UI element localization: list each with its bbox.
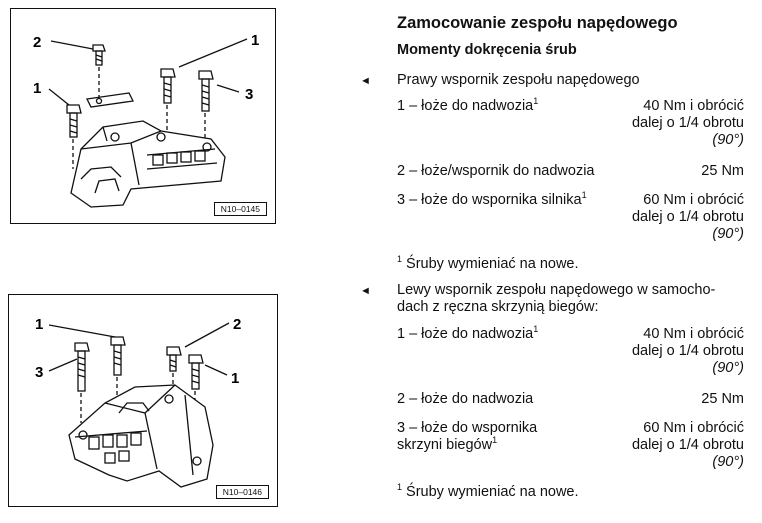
angle-value: (90°) [712,226,744,242]
angle-value: (90°) [712,132,744,148]
torque-value [632,326,744,377]
figure-reference: N10–0145 [214,202,267,216]
value-line: 25 Nm [701,391,744,407]
footnote-mark: 1 [397,254,403,265]
footnote-ref: 1 [492,435,498,446]
torque-value [632,420,744,471]
bullet-arrow-icon: ◄ [360,75,371,87]
angle-value: (90°) [712,454,744,470]
torque-row-label [397,326,538,343]
value-line: 40 Nm i obrócić [643,326,744,342]
footnote-ref: 1 [533,96,539,107]
footnote-ref: 1 [533,324,539,335]
callout-2: 2 [233,316,242,333]
callout-1: 1 [251,32,260,49]
callout-1: 1 [231,370,240,387]
page-title: Zamocowanie zespołu napędowego [397,14,678,32]
torque-row-label [397,420,537,454]
torque-row-label [397,391,533,408]
heading-line: Lewy wspornik zespołu napędowego w samocho- [397,282,716,298]
footnote-ref: 1 [581,190,587,201]
callout-1: 1 [33,80,42,97]
row-label-text: 2 – łoże/wspornik do nadwozia [397,163,595,179]
torque-row-label [397,192,587,209]
footnote-text: Śruby wymieniać na nowe. [406,484,579,500]
footnote [397,484,579,501]
footnote [397,256,579,273]
row-label-text: 1 – łoże do nadwozia [397,98,534,114]
value-line: 25 Nm [701,163,744,179]
value-line: dalej o 1/4 obrotu [631,437,744,453]
bullet-arrow-icon: ◄ [360,285,371,297]
torque-value [632,192,744,243]
value-line: 60 Nm i obrócić [643,192,744,208]
row-label-text: 1 – łoże do nadwozia [397,326,534,342]
section-heading: Prawy wspornik zespołu napędowego [397,72,640,88]
row-label-text: 2 – łoże do nadwozia [397,391,534,407]
page-subtitle: Momenty dokręcenia śrub [397,42,577,58]
figure-left-mount [8,294,278,507]
value-line: 40 Nm i obrócić [643,98,744,114]
value-line: 60 Nm i obrócić [643,420,744,436]
callout-3: 3 [245,86,254,103]
row-label-text: 3 – łoże do wspornika [397,420,538,436]
torque-row-label [397,163,594,180]
torque-value [701,163,744,180]
right-mount-drawing [11,9,277,225]
torque-row-label [397,98,538,115]
value-line: dalej o 1/4 obrotu [631,209,744,225]
callout-1: 1 [35,316,44,333]
torque-value [632,98,744,149]
footnote-mark: 1 [397,482,403,493]
figure-right-mount [10,8,276,224]
figure-reference: N10–0146 [216,485,269,499]
left-mount-drawing [9,295,279,508]
value-line: dalej o 1/4 obrotu [631,115,744,131]
row-label-text: 3 – łoże do wspornika silnika [397,192,582,208]
callout-3: 3 [35,364,44,381]
heading-line: dach z ręczna skrzynią biegów: [397,299,599,315]
value-line: dalej o 1/4 obrotu [631,343,744,359]
callout-2: 2 [33,34,42,51]
footnote-text: Śruby wymieniać na nowe. [406,256,579,272]
section-heading [397,282,715,316]
row-label-text: skrzyni biegów [397,437,493,453]
torque-value [701,391,744,408]
angle-value: (90°) [712,360,744,376]
